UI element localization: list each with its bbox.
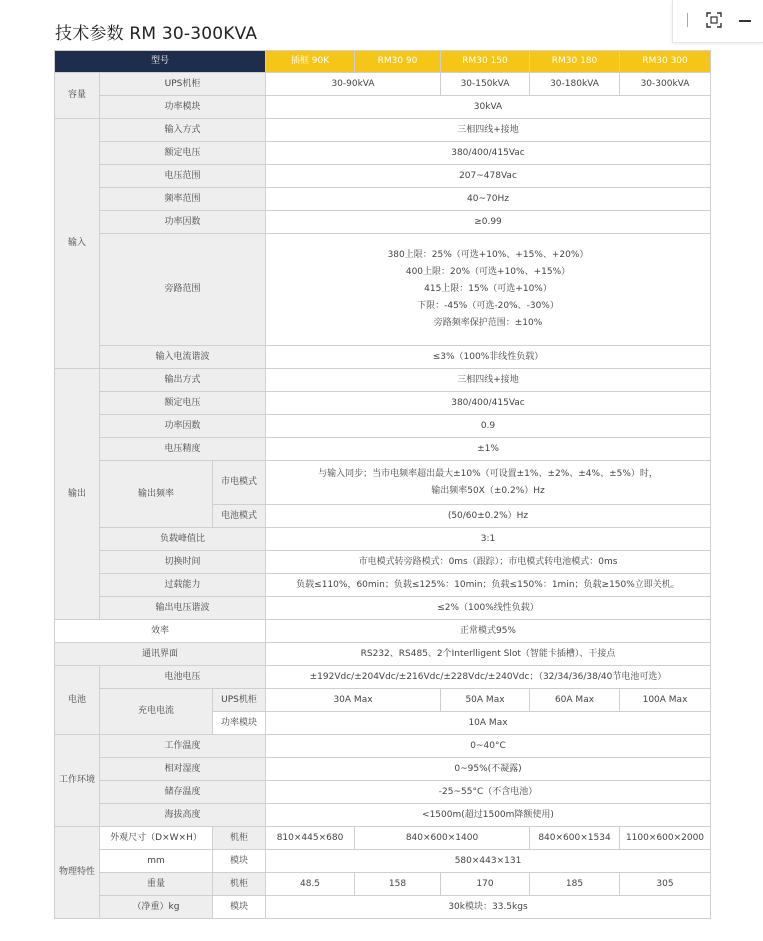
row-label: 电压范围 [100,165,266,188]
mains-mode-cell [266,461,711,505]
table-row [55,165,711,188]
bypass-line: 400上限：20%（可选+10%、+15%） [405,267,571,277]
toolbar-divider [687,13,688,27]
cell-value: 40~70Hz [266,188,711,211]
row-label: 外观尺寸（D×W×H） [100,827,213,850]
cell-value: 30k模块：33.5kgs [266,896,711,919]
row-label: 电池电压 [100,666,266,689]
cell-value: 3:1 [266,528,711,551]
cell-value: 158 [355,873,441,896]
cell-value: 840×600×1400 [355,827,530,850]
table-row [55,574,711,597]
row-label: 功率模块 [100,96,266,119]
cell-value: 380/400/415Vac [266,392,711,415]
bypass-line: 下限：-45%（可选-20%、-30%） [417,301,559,311]
table-row [55,234,711,346]
table-row [55,873,711,896]
cell-value: 30-150kVA [441,73,530,96]
table-row [55,392,711,415]
cell-value: (50/60±0.2%）Hz [266,505,711,528]
cell-value: 正常模式95% [266,620,711,643]
row-label: 额定电压 [100,392,266,415]
row-label: 输出电压谐波 [100,597,266,620]
row-label: （净重）kg [100,896,213,919]
row-label: 海拔高度 [100,804,266,827]
row-label: 电压精度 [100,438,266,461]
cell-value: 60A Max [530,689,620,712]
row-label: UPS机柜 [100,73,266,96]
header-col-2: RM30 90 [355,51,441,73]
row-label: 功率因数 [100,415,266,438]
cell-value: 30A Max [266,689,441,712]
row-label: 过载能力 [100,574,266,597]
row-label: 充电电流 [100,689,213,735]
minus-icon[interactable] [739,20,751,22]
table-row [55,758,711,781]
fullscreen-icon[interactable] [706,12,722,28]
cell-value: 185 [530,873,620,896]
header-col-1: 插框 90K [266,51,355,73]
sub-label: 机柜 [213,873,266,896]
bypass-line: 415上限：15%（可选+10%） [424,284,552,294]
table-row [55,620,711,643]
bypass-line: 380上限：25%（可选+10%、+15%、+20%） [387,250,589,260]
table-row [55,528,711,551]
row-label: 功率因数 [100,211,266,234]
cell-value: 840×600×1534 [530,827,620,850]
row-label: 旁路范围 [100,234,266,346]
row-label: 负载峰值比 [100,528,266,551]
sub-label: 模块 [213,850,266,873]
cell-value: RS232、RS485、2个Interlligent Slot（智能卡插槽）、干接点 [266,643,711,666]
sub-label: 电池模式 [213,505,266,528]
header-col-5: RM30 300 [620,51,711,73]
cell-value: ≤2%（100%线性负载） [266,597,711,620]
row-label: 切换时间 [100,551,266,574]
spec-table [54,50,711,919]
row-label: 输出方式 [100,369,266,392]
table-row [55,96,711,119]
group-capacity: 容量 [55,73,100,119]
cell-value: 48.5 [266,873,355,896]
cell-value: 100A Max [620,689,711,712]
cell-value: 30-90kVA [266,73,441,96]
row-label: 频率范围 [100,188,266,211]
cell-value: 170 [441,873,530,896]
table-row [55,781,711,804]
group-input: 输入 [55,119,100,369]
table-row [55,142,711,165]
group-output: 输出 [55,369,100,620]
group-environment: 工作环境 [55,735,100,827]
row-label: 储存温度 [100,781,266,804]
row-label: 输出频率 [100,461,213,528]
sub-label: UPS机柜 [213,689,266,712]
mains-mode-line: 与输入同步；当市电频率超出最大±10%（可设置±1%、±2%、±4%、±5%）时， [318,468,658,479]
cell-value: 0~95%(不凝露) [266,758,711,781]
group-battery: 电池 [55,666,100,735]
header-col-3: RM30 150 [441,51,530,73]
cell-value: 0.9 [266,415,711,438]
cell-value: 580×443×131 [266,850,711,873]
bypass-range-cell [266,234,711,346]
row-label: mm [100,850,213,873]
cell-value: 0~40°C [266,735,711,758]
cell-value: 30-180kVA [530,73,620,96]
table-row [55,804,711,827]
cell-value: -25~55°C（不含电池） [266,781,711,804]
table-row [55,735,711,758]
table-row [55,643,711,666]
sub-label: 功率模块 [213,712,266,735]
row-label: 输入电流谐波 [100,346,266,369]
row-label: 工作温度 [100,735,266,758]
cell-value: 市电模式转旁路模式：0ms（跟踪）；市电模式转电池模式：0ms [266,551,711,574]
cell-value: 305 [620,873,711,896]
table-row [55,73,711,96]
table-row [55,551,711,574]
cell-value: 10A Max [266,712,711,735]
cell-value: 1100×600×2000 [620,827,711,850]
sub-label: 机柜 [213,827,266,850]
row-label: 输入方式 [100,119,266,142]
cell-value: ≥0.99 [266,211,711,234]
row-label: 效率 [55,620,266,643]
row-label: 相对湿度 [100,758,266,781]
group-physical: 物理特性 [55,827,100,919]
table-row [55,119,711,142]
page-title: 技术参数 RM 30-300KVA [55,24,258,44]
viewer-toolbar [672,0,763,43]
table-row [55,415,711,438]
sub-label: 模块 [213,896,266,919]
row-label: 额定电压 [100,142,266,165]
table-row [55,597,711,620]
table-row [55,666,711,689]
header-row [55,51,711,73]
cell-value: 三相四线+接地 [266,119,711,142]
table-row [55,827,711,850]
row-label: 通讯界面 [55,643,266,666]
cell-value: ±1% [266,438,711,461]
table-row [55,689,711,712]
cell-value: <1500m(超过1500m降额使用) [266,804,711,827]
cell-value: 380/400/415Vac [266,142,711,165]
table-row [55,896,711,919]
table-row [55,188,711,211]
cell-value: ≤3%（100%非线性负载） [266,346,711,369]
table-row [55,211,711,234]
table-row [55,346,711,369]
mains-mode-line: 输出频率50X（±0.2%）Hz [431,485,545,496]
table-row [55,438,711,461]
cell-value: 30-300kVA [620,73,711,96]
table-row [55,369,711,392]
table-row [55,850,711,873]
table-row [55,461,711,505]
row-label: 重量 [100,873,213,896]
cell-value: 负载≤110%，60min；负载≤125%：10min；负载≤150%：1min；负载≥150%立即关机。 [266,574,711,597]
header-col-4: RM30 180 [530,51,620,73]
cell-value: 三相四线+接地 [266,369,711,392]
header-model: 型号 [55,51,266,73]
cell-value: 50A Max [441,689,530,712]
cell-value: 207~478Vac [266,165,711,188]
sub-label: 市电模式 [213,461,266,505]
cell-value: ±192Vdc/±204Vdc/±216Vdc/±228Vdc/±240Vdc；（32/34/36/38/40节电池可选） [266,666,711,689]
cell-value: 30kVA [266,96,711,119]
bypass-line: 旁路频率保护范围：±10% [433,318,543,328]
cell-value: 810×445×680 [266,827,355,850]
